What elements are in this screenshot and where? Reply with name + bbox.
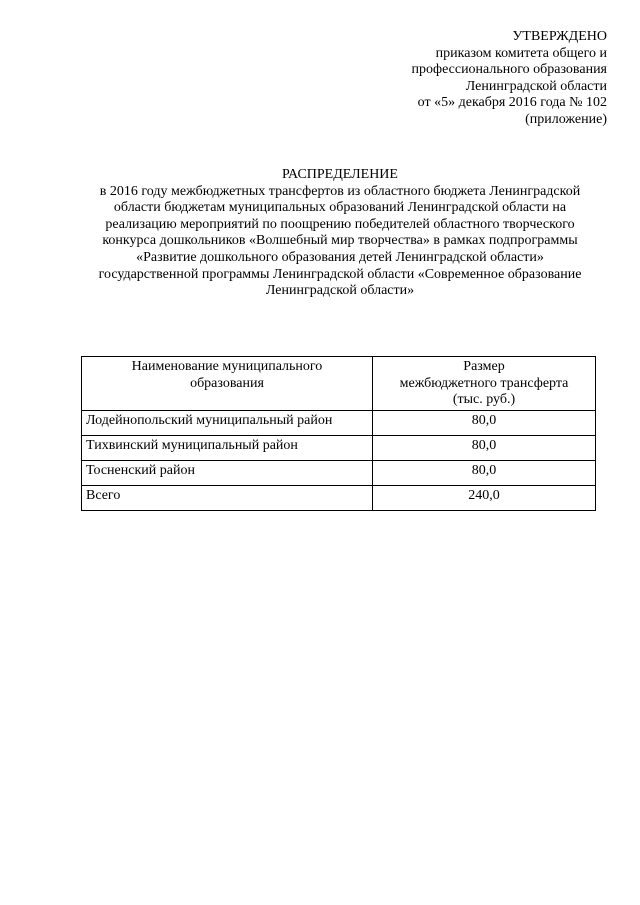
transfer-amount: 80,0: [373, 460, 596, 485]
header-municipality-line: Наименование муниципального: [131, 359, 323, 374]
total-label: Всего: [82, 485, 373, 510]
title-line: «Развитие дошкольного образования детей Ленинградской области»: [136, 249, 544, 265]
approval-line: приказом комитета общего и: [435, 45, 607, 61]
transfer-amount: 80,0: [373, 435, 596, 460]
approval-line: Ленинградской области: [465, 78, 607, 94]
transfer-amount: 80,0: [373, 410, 596, 435]
approval-line: от «5» декабря 2016 года № 102: [417, 95, 607, 111]
title-line: реализацию мероприятий по поощрению победителей областного творческого: [105, 216, 575, 232]
municipality-name: Тосненский район: [82, 460, 373, 485]
total-amount: 240,0: [373, 485, 596, 510]
header-amount-line: (тыс. руб.): [452, 392, 516, 408]
transfers-table: [81, 356, 596, 511]
approval-line: профессионального образования: [411, 62, 607, 78]
header-municipality-line: образования: [190, 375, 264, 391]
municipality-name: Лодейнопольский муниципальный район: [82, 410, 373, 435]
title-line: конкурса дошкольников «Волшебный мир творчества» в рамках подпрограммы: [102, 233, 578, 249]
approval-line: УТВЕРЖДЕНО: [512, 29, 607, 44]
approval-line: (приложение): [525, 111, 607, 127]
header-municipality: [82, 357, 373, 411]
header-amount-line: межбюджетного трансферта: [399, 375, 569, 391]
approval-stamp: [412, 29, 607, 129]
title-line: в 2016 году межбюджетных трансфертов из областного бюджета Ленинградской: [99, 183, 581, 199]
table-row: [82, 410, 596, 435]
title-line: государственной программы Ленинградской области «Современное образование: [98, 266, 582, 282]
municipality-name: Тихвинский муниципальный район: [82, 435, 373, 460]
table-total-row: [82, 485, 596, 510]
title-heading: РАСПРЕДЕЛЕНИЕ: [282, 167, 398, 182]
header-transfer-amount: [373, 357, 596, 411]
table-header-row: [82, 357, 596, 411]
table-row: [82, 435, 596, 460]
title-line: области бюджетам муниципальных образований Ленинградской области на: [113, 200, 567, 216]
header-amount-line: Размер: [463, 359, 505, 374]
table-row: [82, 460, 596, 485]
title-line: Ленинградской области»: [265, 283, 415, 299]
document-title: [40, 167, 640, 300]
